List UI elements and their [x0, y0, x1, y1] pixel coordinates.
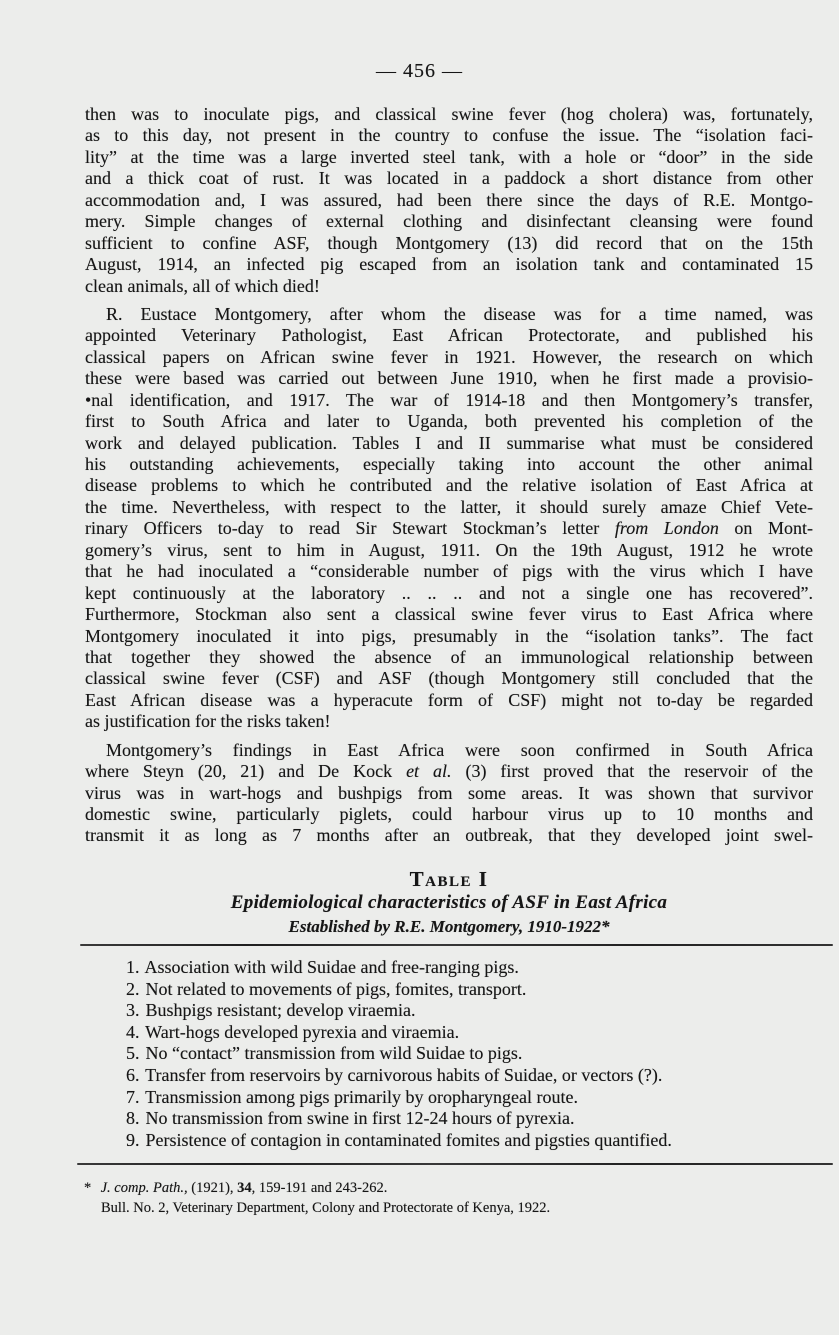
- item-number: 1.: [126, 957, 140, 977]
- text-line: as to this day, not present in the country to confuse the issue. The “isolation faci-: [85, 125, 813, 146]
- text-line: the time. Nevertheless, with respect to the latter, it should surely amaze Chief Vete-: [85, 496, 813, 517]
- text-line: Montgomery inoculated it into pigs, presumably in the “isolation tanks”. The fact: [85, 625, 813, 646]
- table-item: [126, 1000, 816, 1022]
- item-number: 9.: [126, 1129, 140, 1150]
- table-subtitle: Established by R.E. Montgomery, 1910-1922*: [288, 917, 610, 936]
- text-line: then was to inoculate pigs, and classical swine fever (hog cholera) was, fortunately,: [85, 104, 813, 124]
- text-line: where Steyn (20, 21) and De Kock et al. (3) first proved that the reservoir of the: [85, 761, 813, 782]
- paragraph: [85, 104, 813, 297]
- table-item: [126, 1043, 816, 1065]
- table-item: [126, 1130, 816, 1152]
- table-item: [126, 1108, 816, 1130]
- item-text: No “contact” transmission from wild Suidae to pigs.: [141, 1043, 523, 1064]
- text-line: •nal identification, and 1917. The war of 1914-18 and then Montgomery’s transfer,: [85, 389, 813, 410]
- item-number: 6.: [126, 1064, 140, 1085]
- item-number: 3.: [126, 1000, 140, 1021]
- item-text: Not related to movements of pigs, fomites, transport.: [141, 978, 527, 999]
- paragraph: [85, 304, 813, 733]
- footnote-marker: *: [84, 1180, 92, 1196]
- table-title: Epidemiological characteristics of ASF in East Africa: [230, 892, 668, 913]
- paragraph: [85, 740, 813, 847]
- text-line: mery. Simple changes of external clothing and disinfectant cleansing were found: [85, 211, 813, 232]
- item-text: No transmission from swine in first 12-24 hours of pyrexia.: [141, 1108, 575, 1129]
- text-line: Furthermore, Stockman also sent a classical swine fever virus to East Africa where: [85, 604, 813, 625]
- item-number: 4.: [126, 1021, 140, 1042]
- table-top-rule: [80, 944, 833, 946]
- text-line: classical swine fever (CSF) and ASF (though Montgomery still concluded that the: [85, 668, 813, 689]
- item-text: Transfer from reservoirs by carnivorous habits of Suidae, or vectors (?).: [141, 1064, 663, 1085]
- item-text: Transmission among pigs primarily by oropharyngeal route.: [141, 1086, 578, 1107]
- text-line: rinary Officers to-day to read Sir Stewart Stockman’s letter from London on Mont-: [85, 518, 813, 539]
- text-line: East African disease was a hyperacute form of CSF) might not to-day be regarded: [85, 689, 813, 710]
- text-line: and a thick coat of rust. It was located in a paddock a short distance from other: [85, 168, 813, 189]
- item-text: Wart-hogs developed pyrexia and viraemia.: [141, 1021, 460, 1042]
- footnotes: [84, 1178, 814, 1218]
- table-bottom-rule: [77, 1163, 833, 1165]
- text-line: gomery’s virus, sent to him in August, 1911. On the 19th August, 1912 he wrote: [85, 539, 813, 560]
- footnote: Bull. No. 2, Veterinary Department, Colony and Protectorate of Kenya, 1922.: [101, 1200, 551, 1216]
- text-line: work and delayed publication. Tables I and II summarise what must be considered: [85, 432, 813, 453]
- footnote: * J. comp. Path., (1921), 34, 159-191 and 243-262.: [84, 1180, 388, 1196]
- text-line: these were based was carried out between June 1910, when he first made a provisio-: [85, 368, 813, 389]
- text-line: sufficient to confine ASF, though Montgomery (13) did record that on the 15th: [85, 232, 813, 253]
- text-line: Montgomery’s findings in East Africa were soon confirmed in South Africa: [106, 739, 813, 760]
- text-line: domestic swine, particularly piglets, could harbour virus up to 10 months and: [85, 804, 813, 824]
- item-number: 7.: [126, 1086, 140, 1107]
- text-line: that he had inoculated a “considerable number of pigs with the virus which I have: [85, 561, 813, 582]
- text-line: lity” at the time was a large inverted steel tank, with a hole or “door” in the side: [85, 146, 813, 167]
- table-item: [126, 1065, 816, 1087]
- text-line: disease problems to which he contributed and the relative isolation of East Africa at: [85, 475, 813, 496]
- item-number: 2.: [126, 978, 140, 999]
- text-line: kept continuously at the laboratory .. .. .. and not a single one has recovered”.: [85, 582, 813, 603]
- table-item: [126, 979, 816, 1001]
- text-line: accommodation and, I was assured, had been there since the days of R.E. Montgo-: [85, 189, 813, 210]
- text-line: classical papers on African swine fever in 1921. However, the research on which: [85, 346, 813, 367]
- text-line: first to South Africa and later to Uganda, both prevented his completion of the: [85, 411, 813, 432]
- text-line: appointed Veterinary Pathologist, East African Protectorate, and published his: [85, 325, 813, 346]
- item-text: Persistence of contagion in contaminated fomites and pigsties quantified.: [141, 1129, 672, 1150]
- table-item: [126, 1087, 816, 1109]
- item-text: Bushpigs resistant; develop viraemia.: [141, 1000, 416, 1021]
- text-line: his outstanding achievements, especially taking into account the other animal: [85, 454, 813, 474]
- text-line: R. Eustace Montgomery, after whom the disease was for a time named, was: [106, 303, 813, 324]
- page-number: — 456 —: [376, 60, 463, 82]
- body-text: [85, 104, 813, 854]
- item-text: Association with wild Suidae and free-ranging pigs.: [141, 957, 519, 977]
- text-line: that together they showed the absence of an immunological relationship between: [85, 646, 813, 667]
- table-heading: Table I: [409, 867, 489, 891]
- table-item: [126, 1022, 816, 1044]
- item-number: 8.: [126, 1108, 140, 1129]
- text-line: virus was in wart-hogs and bushpigs from some areas. It was shown that survivor: [85, 782, 813, 803]
- table-item: [126, 957, 816, 979]
- table-items: [126, 957, 816, 1151]
- text-line: as justification for the risks taken!: [85, 711, 331, 732]
- text-line: August, 1914, an infected pig escaped from an isolation tank and contaminated 15: [85, 254, 813, 275]
- text-line: transmit it as long as 7 months after an outbreak, that they developed joint swel-: [85, 825, 813, 846]
- table-1-block: [85, 868, 813, 938]
- item-number: 5.: [126, 1043, 140, 1064]
- text-line: clean animals, all of which died!: [85, 275, 320, 296]
